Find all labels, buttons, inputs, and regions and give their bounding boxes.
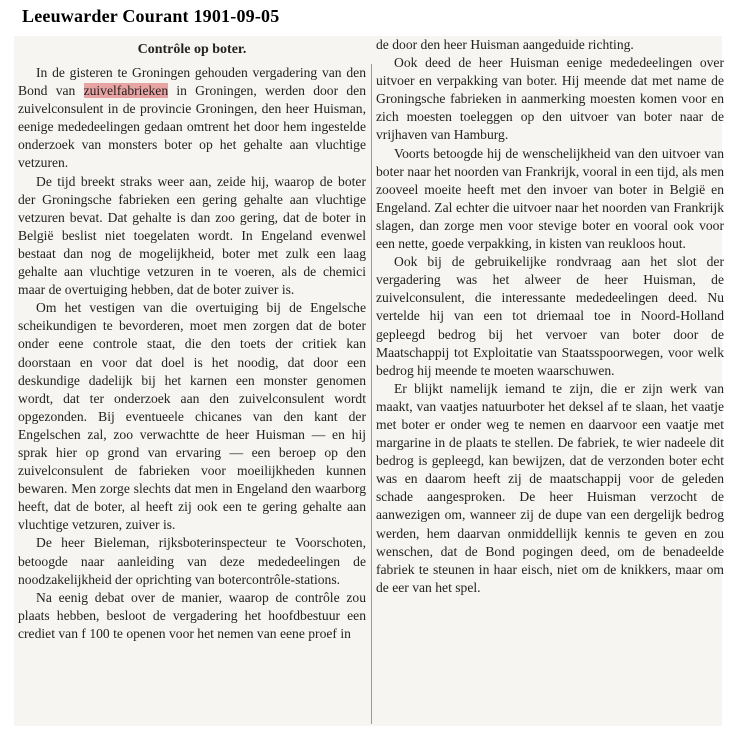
paragraph: Ook bij de gebruikelijke rondvraag aan het slot der vergadering was het alweer de heer Huisman, de zuivelconsulent, die interessante mededeelingen deed. Nu vertelde hij van een tot driemaal toe in Noord-Holland gepleegd bedrog bij het vervoer van boter door de Maatschappij tot Exploitatie van Staatsspoorwegen, voor welk bedrog hij meende te moeten waarschuwen.: [376, 254, 724, 378]
paragraph: Er blijkt namelijk iemand te zijn, die er zijn werk van maakt, van vaatjes natuurboter het deksel af te slaan, het vaatje met boter er onder weg te nemen en daarvoor een vaatje met margarine in de plaats te stellen. De fabriek, te wier nadeele dit bedrog is gepleegd, kan bewijzen, dat de verzonden boter echt was en daarom heeft zij de maatschappij voor de geleden schade aangesproken. De heer Huisman verzocht de aanwezigen om, wanneer zij de dupe van een dergelijk bedrog werden, hem daarvan onmiddellijk kennis te geven en zou wenschen, dat de Bond pogingen deed, om de benadeelde fabriek te steunen in haar eisch, niet om de knikkers, maar om de eer van het spel.: [376, 380, 724, 595]
paragraph: de door den heer Huisman aangeduide richting.: [376, 37, 634, 52]
paragraph: De heer Bieleman, rijksboterinspecteur te Voorschoten, betoogde naar aanleiding van deze mededeelingen de noodzakelijkheid der oprichting van botercontrôle-stations.: [18, 535, 366, 587]
article-title: Contrôle op boter.: [137, 42, 247, 57]
paragraph: De tijd breekt straks weer aan, zeide hij, waarop de boter der Groningsche fabrieken een gering gehalte aan vluchtige vetzuren bevat. Dat gehalte is dan zoo gering, dat de boter in België beslist niet toegelaten wordt. In Engeland evenwel bestaat dan nog de mogelijkheid, boter met zulk een laag gehalte aan vluchtige vetzuren in te voeren, als de chemici maar de overtuiging hebben, dat de boter zuiver is.: [18, 173, 366, 298]
article-clipping: [14, 36, 722, 726]
paragraph: Ook deed de heer Huisman eenige mededeelingen over uitvoer en verpakking van boter. Hij meende dat met name de Groningsche fabrieken in aanmerking moesten komen voor en zich moesten toeleggen op den uitvoer van boter naar de vrijhaven van Hamburg.: [376, 55, 724, 143]
left-column: [18, 36, 366, 643]
column-divider: [371, 64, 372, 724]
paragraph: In de gisteren te Groningen gehouden vergadering van den Bond van zuivelfabrieken in Groningen, werden door den zuivelconsulent in de provincie Groningen, den heer Huisman, eenige mededeelingen gedaan omtrent het door hem ingestelde onderzoek van monsters boter op het gehalte aan vluchtige vetzuren.: [18, 65, 366, 171]
newspaper-header: Leeuwarder Courant 1901-09-05: [22, 6, 280, 26]
paragraph: Voorts betoogde hij de wenschelijkheid van den uitvoer van boter naar het noorden van Frankrijk, vooral in een tijd, als men zooveel moeite heeft met den invoer van boter in België en Engeland. Zal echter die uitvoer naar het noorden van Frankrijk slagen, dan zorge men voor stevige boter en vooral ook voor een nette, goede verpakking, in kisten van reukloos hout.: [376, 145, 724, 252]
paragraph: Na eenig debat over de manier, waarop de contrôle zou plaats hebben, besloot de vergadering het hoofdbestuur een crediet van f 100 te openen voor het nemen van eene proef in: [18, 589, 366, 641]
paragraph: Om het vestigen van die overtuiging bij de Engelsche scheikundigen te bevorderen, moet men zorgen dat de boter onder eene controle staat, die den toets der critiek kan doorstaan en voor dat doel is het noodig, dat door een deskundige dadelijk bij het karnen een monster genomen wordt, dat ter onderzoek aan den zuivelconsulent wordt opgezonden. Bij eventueele chicanes van den kant der Engelschen zal, zoo verwachtte de heer Huisman — en hij sprak hier op grond van ervaring — een beroep op den zuivelconsulent de fabrieken voor moeilijkheden kunnen bewaren. Men zorge slechts dat men in Engeland den waarborg heeft, dat de boter, al heeft zij ook een te gering gehalte aan vluchtige vetzuren, zuiver is.: [18, 300, 366, 533]
right-column: [376, 36, 724, 597]
highlighted-term: zuivelfabrieken: [83, 83, 169, 99]
